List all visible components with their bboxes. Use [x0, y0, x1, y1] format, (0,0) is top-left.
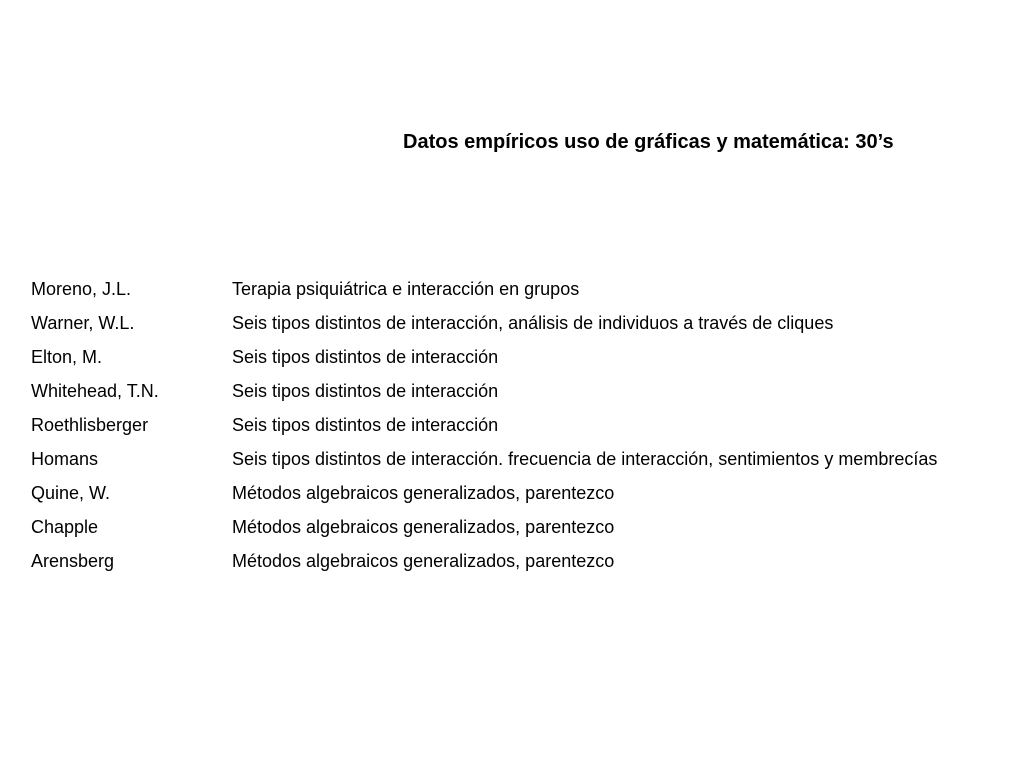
author-description: Seis tipos distintos de interacción: [232, 381, 499, 401]
list-item: [31, 340, 1021, 374]
author-name: Arensberg: [31, 551, 115, 571]
author-name: Elton, M.: [31, 347, 103, 367]
author-description: Seis tipos distintos de interacción: [232, 415, 499, 435]
author-description: Seis tipos distintos de interacción. frecuencia de interacción, sentimientos y membrecías: [232, 449, 938, 469]
author-name: Homans: [31, 449, 99, 469]
author-name: Quine, W.: [31, 483, 111, 503]
list-item: [31, 408, 1021, 442]
author-description: Seis tipos distintos de interacción: [232, 347, 499, 367]
list-item: [31, 510, 1021, 544]
author-name: Chapple: [31, 517, 99, 537]
list-item: [31, 272, 1021, 306]
author-name: Moreno, J.L.: [31, 279, 132, 299]
author-list: [31, 272, 1021, 578]
author-description: Métodos algebraicos generalizados, parentezco: [232, 483, 615, 503]
list-item: [31, 374, 1021, 408]
list-item: [31, 476, 1021, 510]
slide-title: Datos empíricos uso de gráficas y matemática: 30’s: [403, 131, 894, 153]
author-name: Roethlisberger: [31, 415, 149, 435]
author-description: Terapia psiquiátrica e interacción en grupos: [232, 279, 580, 299]
author-description: Métodos algebraicos generalizados, parentezco: [232, 517, 615, 537]
author-description: Seis tipos distintos de interacción, análisis de individuos a través de cliques: [232, 313, 834, 333]
list-item: [31, 442, 1021, 476]
author-description: Métodos algebraicos generalizados, parentezco: [232, 551, 615, 571]
author-name: Warner, W.L.: [31, 313, 135, 333]
author-name: Whitehead, T.N.: [31, 381, 159, 401]
list-item: [31, 544, 1021, 578]
list-item: [31, 306, 1021, 340]
